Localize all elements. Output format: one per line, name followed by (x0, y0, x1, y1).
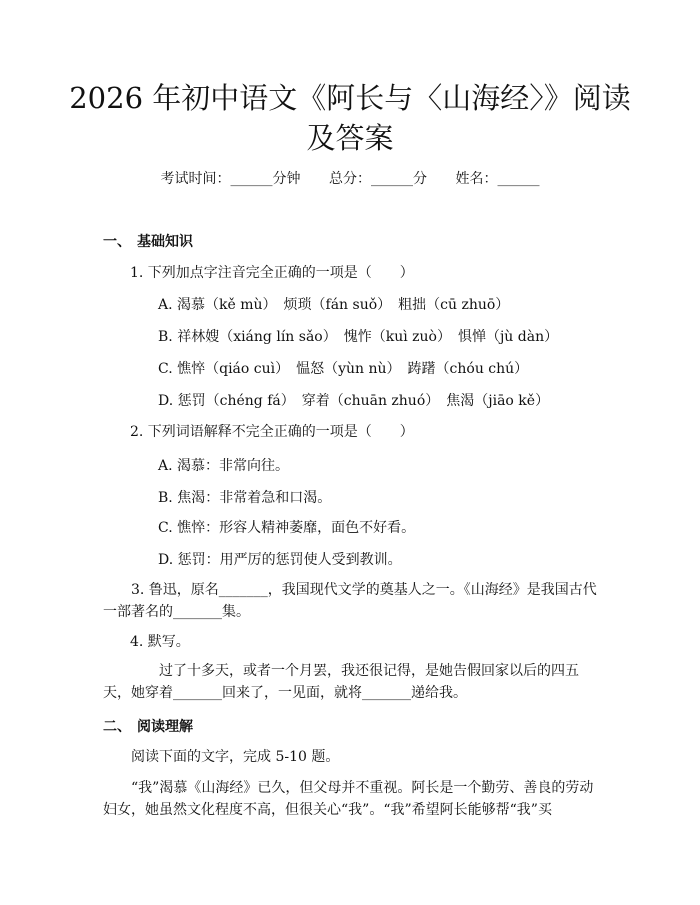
section-title: 基础知识 (137, 234, 193, 250)
question-2-option-a: A. 渴慕：非常向往。 (158, 458, 290, 474)
question-1-option-b: B. 祥林嫂（xiáng lín sǎo） 愧怍（kuì zuò） 惧惮（jù dàn） (158, 329, 559, 345)
question-2-option-c: C. 憔悴：形容人精神萎靡，面色不好看。 (158, 520, 416, 536)
exam-meta (0, 168, 700, 188)
reading-intro: 阅读下面的文字，完成 5-10 题。 (131, 749, 340, 765)
question-1-option-d: D. 惩罚（chéng fá） 穿着（chuān zhuó） 焦渴（jiāo kě） (158, 393, 550, 409)
page-title: 2026 年初中语文《阿长与〈山海经〉》阅读 (69, 81, 631, 115)
question-2-stem: 2. 下列词语解释不完全正确的一项是（ ） (130, 424, 414, 440)
exam-time: 考试时间：______分钟 (160, 171, 301, 187)
question-2-option-b: B. 焦渴：非常着急和口渴。 (158, 490, 332, 506)
question-4-text: 过了十多天，或者一个月罢，我还很记得，是她告假回家以后的四五天，她穿着_______回来了，一见面，就将_______递给我。 (103, 663, 579, 701)
page-title-line2: 及答案 (306, 121, 394, 155)
section-heading-1 (103, 231, 193, 251)
question-4-stem: 4. 默写。 (130, 634, 190, 650)
section-number: 二、 (103, 719, 131, 735)
reading-passage: “我”渴慕《山海经》已久，但父母并不重视。阿长是一个勤劳、善良的劳动妇女，她虽然文化程度不高，但很关心“我”。“我”希望阿长能够帮“我”买 (103, 780, 594, 818)
section-number: 一、 (103, 234, 131, 250)
question-1-option-c: C. 憔悴（qiáo cuì） 愠怒（yùn nù） 踌躇（chóu chú） (158, 361, 529, 377)
student-name: 姓名：______ (455, 171, 540, 187)
question-2-option-d: D. 惩罚：用严厉的惩罚使人受到教训。 (158, 552, 402, 568)
exam-score: 总分：______分 (329, 171, 427, 187)
question-3: 3. 鲁迅，原名_______，我国现代文学的奠基人之一。《山海经》是我国古代一部著名的_______集。 (103, 582, 597, 620)
section-title: 阅读理解 (137, 719, 193, 735)
section-heading-2 (103, 716, 193, 736)
question-1-stem: 1. 下列加点字注音完全正确的一项是（ ） (130, 265, 414, 281)
question-1-option-a: A. 渴慕（kě mù） 烦琐（fán suǒ） 粗拙（cū zhuō） (158, 297, 510, 313)
